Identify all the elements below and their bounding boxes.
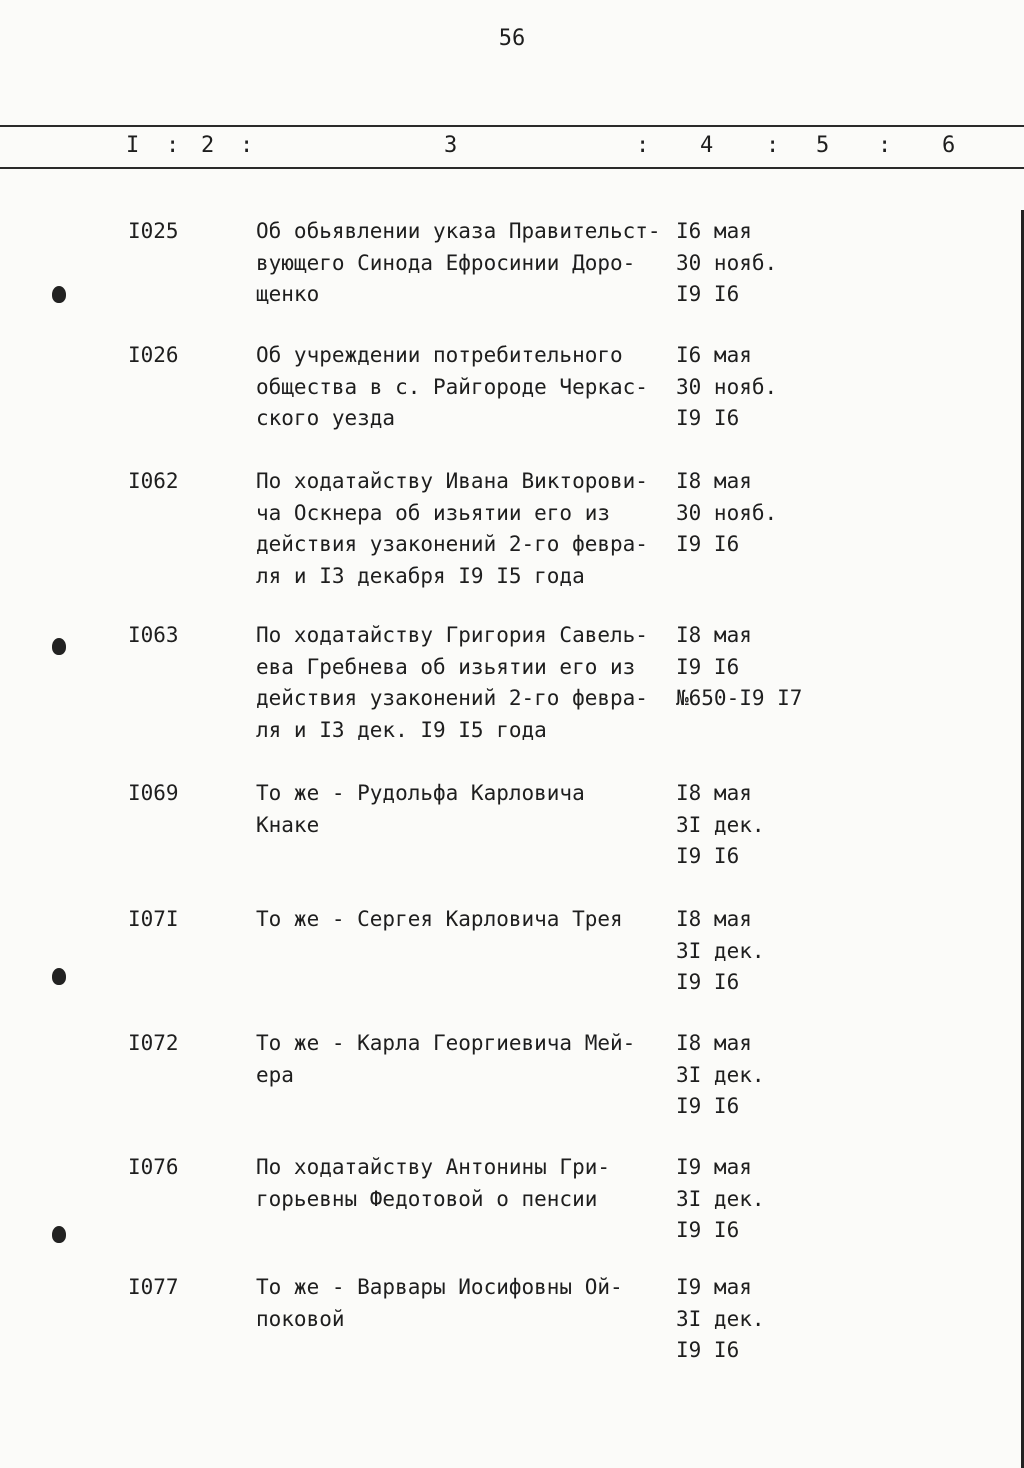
entry-description-line: По ходатайству Ивана Викторови- xyxy=(256,469,648,493)
header-rule-bottom xyxy=(0,167,1024,169)
column-header-2: 2 xyxy=(201,133,215,158)
entry-description-line: горьевны Федотовой о пенсии xyxy=(256,1186,598,1211)
entry-date-line: I9 I6 xyxy=(676,282,740,306)
entry-date-line: I9 I6 xyxy=(676,532,740,556)
entry-dates xyxy=(676,1152,765,1247)
entry-description xyxy=(256,1152,666,1215)
binding-hole xyxy=(52,968,66,985)
entry-date-line: I9 I6 xyxy=(676,1338,740,1362)
entry-description-line: ча Оскнера об изьятии его из xyxy=(256,500,611,525)
entry-description-line: общества в с. Райгороде Черкас- xyxy=(256,374,648,399)
entry-number: I025 xyxy=(128,219,179,243)
entry-description-line: поковой xyxy=(256,1306,345,1331)
entry-dates xyxy=(676,778,765,873)
entry-date-line: I8 мая xyxy=(676,1031,752,1055)
entry-description-line: действия узаконений 2-го февра- xyxy=(256,532,648,556)
binding-hole xyxy=(52,638,66,655)
column-separator: : xyxy=(636,133,650,158)
entry-date-line: 30 нояб. xyxy=(676,250,778,275)
entry-date-line: I9 мая xyxy=(676,1155,752,1179)
entry-description-line: То же - Сергея Карловича Трея xyxy=(256,907,623,931)
entry-dates xyxy=(676,1272,765,1367)
binding-hole xyxy=(52,1226,66,1243)
entry-dates xyxy=(676,466,777,561)
entry-date-line: 30 нояб. xyxy=(676,374,778,399)
column-header-5: 5 xyxy=(816,133,830,158)
entry-dates xyxy=(676,904,765,999)
binding-hole xyxy=(52,286,66,303)
entry-dates xyxy=(676,1028,765,1123)
entry-date-line: 3I дек. xyxy=(676,938,765,963)
entry-description xyxy=(256,778,666,841)
entry-dates xyxy=(676,340,777,435)
entry-description-line: щенко xyxy=(256,282,320,306)
column-separator: : xyxy=(166,133,180,158)
column-header-3: 3 xyxy=(444,133,458,158)
entry-number: I072 xyxy=(128,1031,179,1055)
entry-description-line: ера xyxy=(256,1062,294,1087)
column-header-4: 4 xyxy=(700,133,714,158)
entry-date-line: I8 мая xyxy=(676,623,752,647)
header-rule-top xyxy=(0,125,1024,127)
column-separator: : xyxy=(240,133,254,158)
entry-date-line: 3I дек. xyxy=(676,1186,765,1211)
entry-date-line: I9 I6 xyxy=(676,844,740,868)
entry-description-line: По ходатайству Антонины Гри- xyxy=(256,1155,611,1179)
entry-number: I076 xyxy=(128,1155,179,1179)
entry-description-line: То же - Карла Георгиевича Мей- xyxy=(256,1031,636,1055)
entry-date-line: I9 I6 xyxy=(676,406,740,430)
entry-number: I026 xyxy=(128,343,179,367)
entry-description-line: ля и I3 дек. I9 I5 года xyxy=(256,717,547,742)
entry-date-line: I9 I6 xyxy=(676,654,740,679)
entry-description xyxy=(256,466,666,592)
entry-number: I07I xyxy=(128,907,179,931)
entry-date-line: 3I дек. xyxy=(676,1306,765,1331)
entry-date-line: I9 I6 xyxy=(676,970,740,994)
entry-description xyxy=(256,1272,666,1335)
entry-date-line: I8 мая xyxy=(676,781,752,805)
entry-date-line: I8 мая xyxy=(676,907,752,931)
entry-date-line: I6 мая xyxy=(676,219,752,243)
entry-number: I069 xyxy=(128,781,179,805)
entry-description-line: Кнаке xyxy=(256,812,320,837)
page-number: 56 xyxy=(498,26,526,51)
entry-date-line: 3I дек. xyxy=(676,1062,765,1087)
entry-dates xyxy=(676,620,802,715)
entry-description-line: ского уезда xyxy=(256,406,396,430)
entry-dates xyxy=(676,216,777,311)
entry-date-line: №650-I9 I7 xyxy=(676,686,803,710)
entry-description-line: ева Гребнева об изьятии его из xyxy=(256,654,636,679)
column-header-1: I xyxy=(126,133,140,158)
entry-description xyxy=(256,216,666,311)
entry-description xyxy=(256,620,666,746)
entry-date-line: 3I дек. xyxy=(676,812,765,837)
entry-date-line: 30 нояб. xyxy=(676,500,778,525)
column-separator: : xyxy=(878,133,892,158)
entry-number: I077 xyxy=(128,1275,179,1299)
entry-description xyxy=(256,1028,666,1091)
entry-description-line: То же - Варвары Иосифовны Ой- xyxy=(256,1275,623,1299)
entry-description-line: Об учреждении потребительного xyxy=(256,343,623,367)
entry-description-line: По ходатайству Григория Савель- xyxy=(256,623,648,647)
entry-date-line: I8 мая xyxy=(676,469,752,493)
entry-description xyxy=(256,340,666,435)
column-header-6: 6 xyxy=(942,133,956,158)
entry-description-line: действия узаконений 2-го февра- xyxy=(256,686,648,710)
entry-description-line: Об обьявлении указа Правительст- xyxy=(256,219,661,243)
entry-number: I062 xyxy=(128,469,179,493)
entry-description-line: вующего Синода Ефросинии Доро- xyxy=(256,250,636,275)
entry-date-line: I9 I6 xyxy=(676,1094,740,1118)
column-separator: : xyxy=(766,133,780,158)
entry-description xyxy=(256,904,666,936)
entry-number: I063 xyxy=(128,623,179,647)
entry-date-line: I9 мая xyxy=(676,1275,752,1299)
entry-description-line: То же - Рудольфа Карловича xyxy=(256,781,585,805)
entry-date-line: I9 I6 xyxy=(676,1218,740,1242)
entry-date-line: I6 мая xyxy=(676,343,752,367)
entry-description-line: ля и I3 декабря I9 I5 года xyxy=(256,563,585,588)
